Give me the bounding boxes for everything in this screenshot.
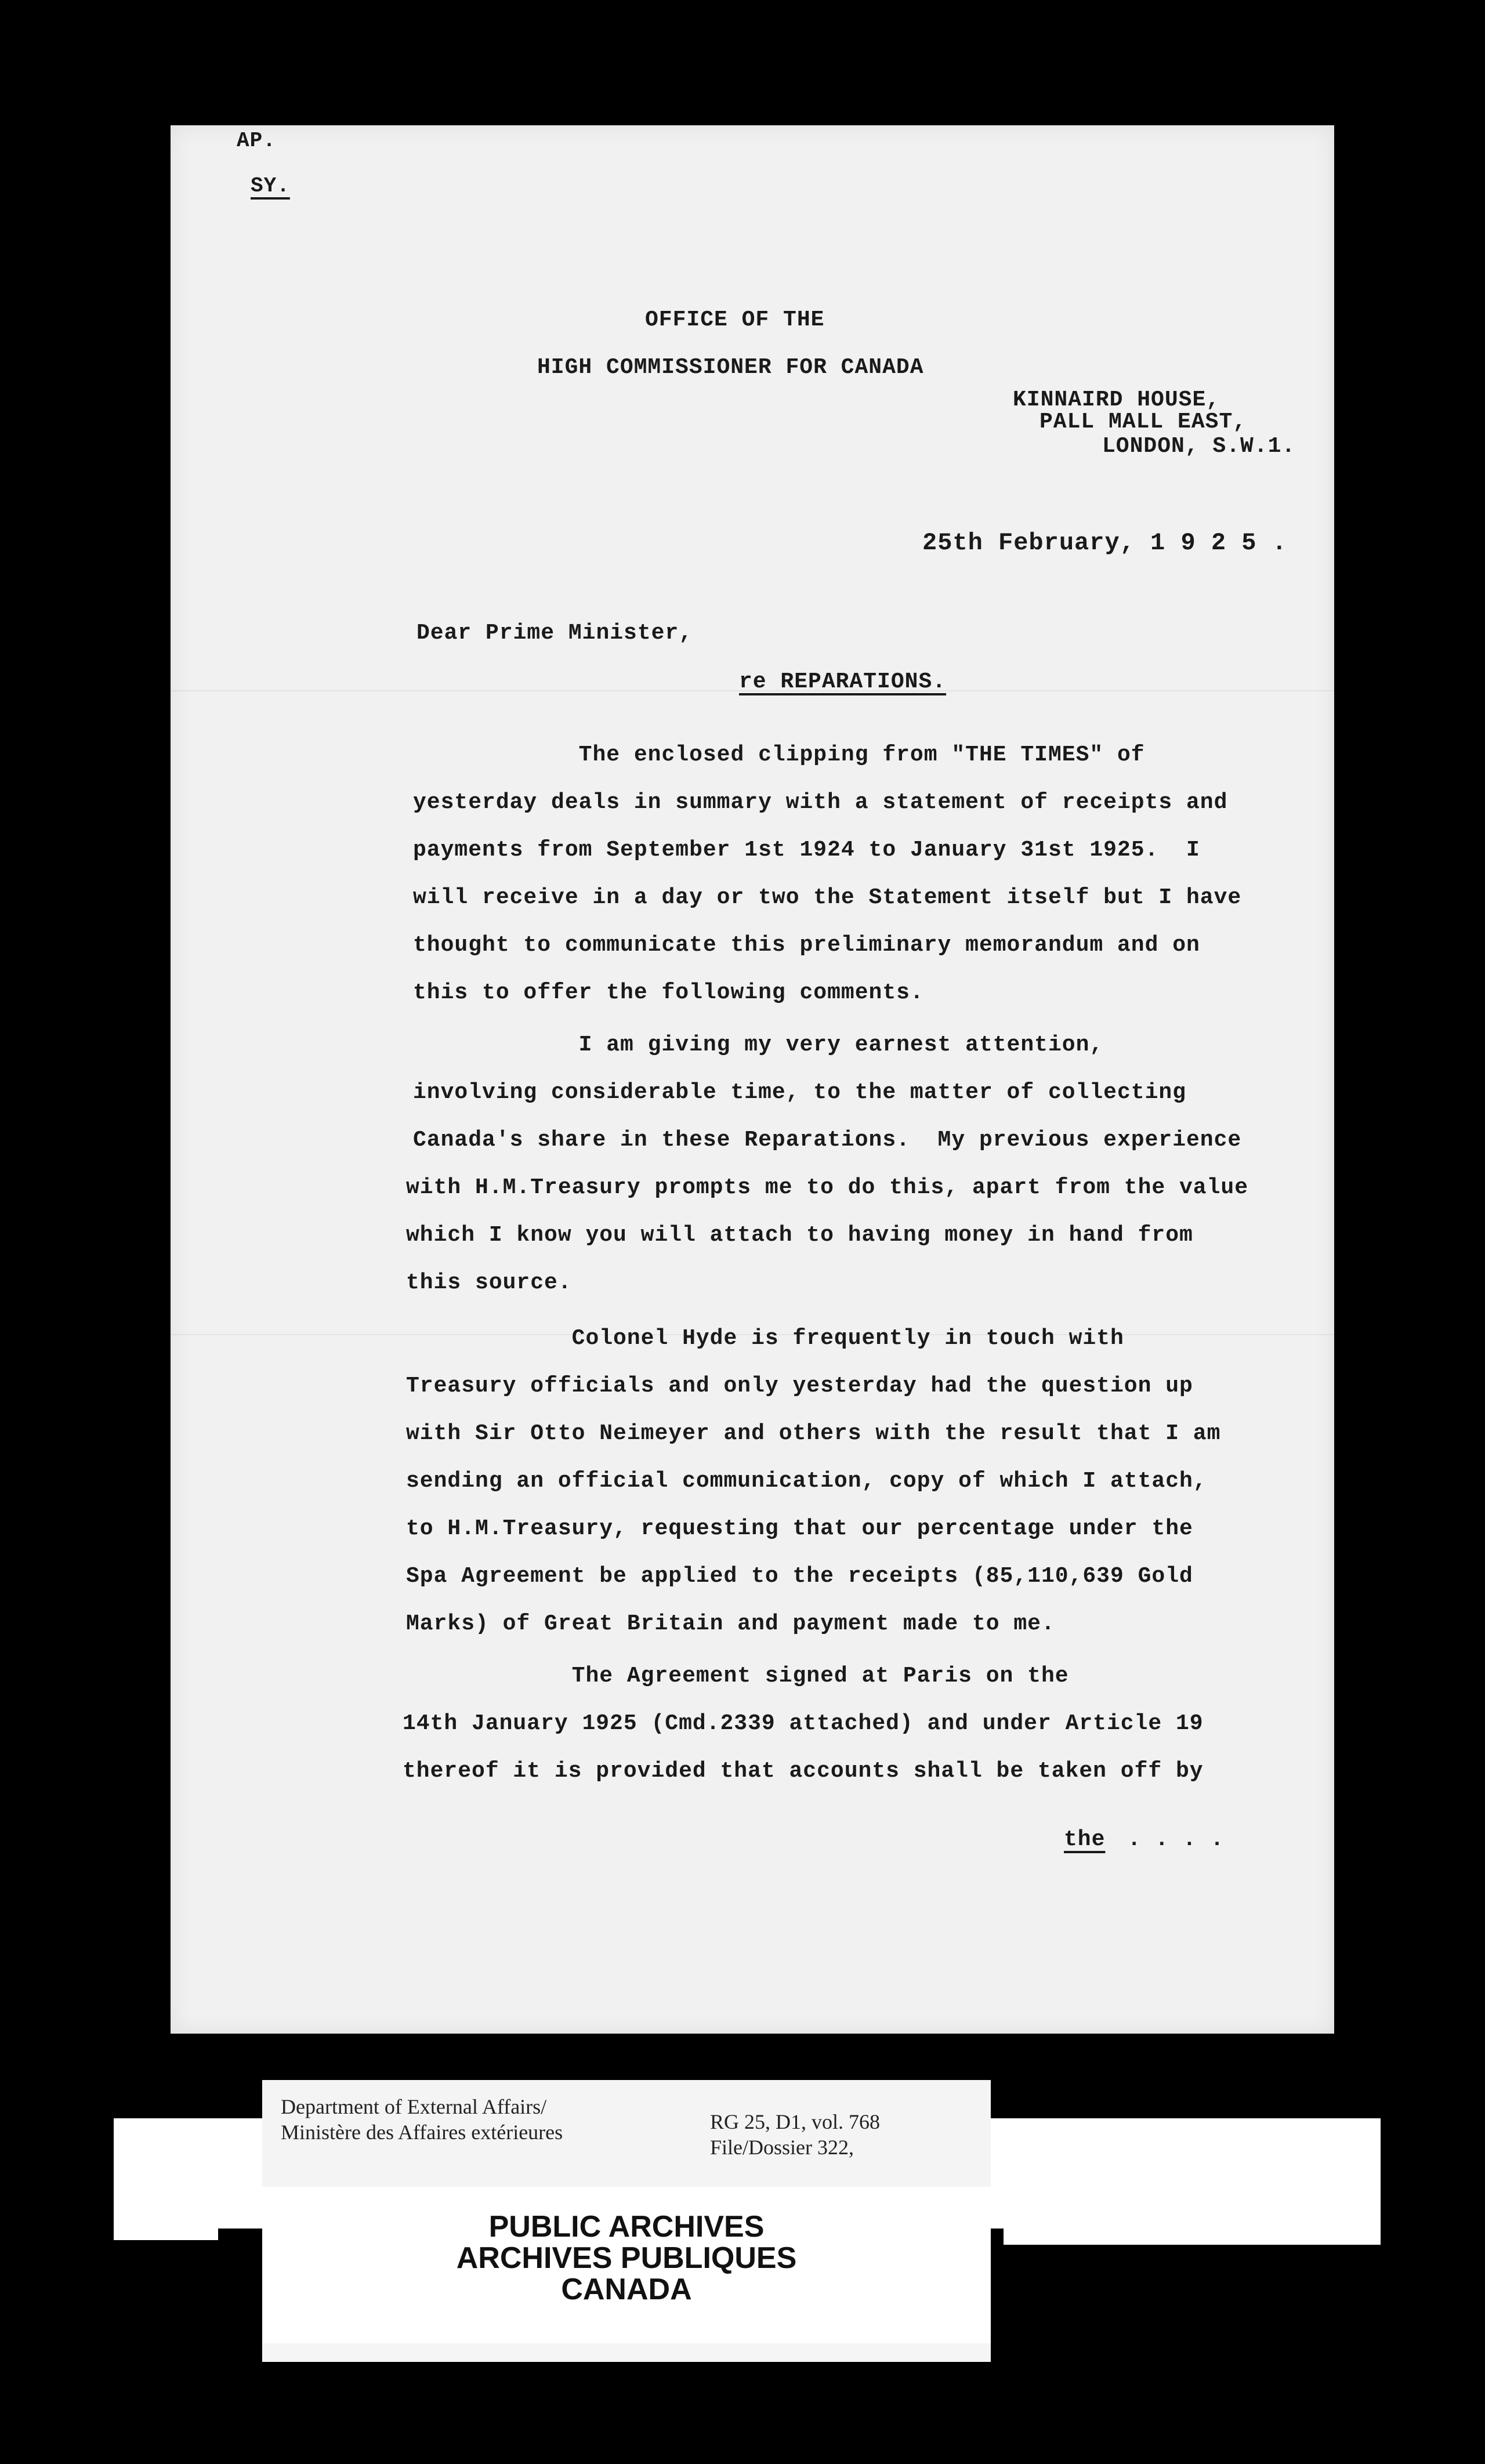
body-line: thought to communicate this preliminary memorandum and on xyxy=(413,933,1200,958)
body-line: with Sir Otto Neimeyer and others with the result that I am xyxy=(406,1421,1221,1446)
body-line: Marks) of Great Britain and payment made to me. xyxy=(406,1611,1055,1636)
letter-date: 25th February, 1 9 2 5 . xyxy=(922,529,1287,557)
body-line: Spa Agreement be applied to the receipts (85,110,639 Gold xyxy=(406,1564,1193,1589)
subject-line: re REPARATIONS. xyxy=(739,669,947,694)
label-tab-right xyxy=(1004,2129,1381,2245)
body-line: will receive in a day or two the Statement itself but I have xyxy=(413,885,1242,910)
body-line: this source. xyxy=(406,1270,572,1295)
body-line: Treasury officials and only yesterday had the question up xyxy=(406,1374,1193,1398)
body-line: sending an official communication, copy of which I attach, xyxy=(406,1469,1207,1494)
body-line: payments from September 1st 1924 to January 31st 1925. I xyxy=(413,838,1200,863)
file-reference-1: AP. xyxy=(237,129,276,153)
archives-country: CANADA xyxy=(561,2273,692,2306)
address-line3: LONDON, S.W.1. xyxy=(1102,434,1296,459)
catchword-dots: . . . . xyxy=(1114,1827,1225,1852)
body-line: thereof it is provided that accounts shall be taken off by xyxy=(403,1759,1204,1784)
file-dossier-reference: File/Dossier 322, xyxy=(710,2136,854,2159)
archives-title-en: PUBLIC ARCHIVES xyxy=(488,2210,765,2244)
body-line: The enclosed clipping from "THE TIMES" of xyxy=(413,742,1145,767)
office-heading-line1: OFFICE OF THE xyxy=(645,307,825,332)
body-line: The Agreement signed at Paris on the xyxy=(406,1664,1069,1688)
department-english: Department of External Affairs/ xyxy=(281,2095,547,2118)
body-line: Canada's share in these Reparations. My previous experience xyxy=(413,1128,1242,1153)
body-line: yesterday deals in summary with a statement of receipts and xyxy=(413,790,1228,815)
label-tab-left xyxy=(114,2118,218,2240)
body-line: with H.M.Treasury prompts me to do this, apart from the value xyxy=(406,1175,1249,1200)
body-line: which I know you will attach to having money in hand from xyxy=(406,1223,1193,1248)
record-group-reference: RG 25, D1, vol. 768 xyxy=(710,2110,881,2133)
file-reference-2: SY. xyxy=(251,174,290,198)
department-french: Ministère des Affaires extérieures xyxy=(281,2121,563,2144)
salutation: Dear Prime Minister, xyxy=(416,621,693,646)
catchword: the xyxy=(1064,1827,1106,1852)
archives-title-fr: ARCHIVES PUBLIQUES xyxy=(456,2241,797,2275)
address-line2: PALL MALL EAST, xyxy=(1040,410,1247,434)
address-line1: KINNAIRD HOUSE, xyxy=(1013,387,1220,412)
body-line: this to offer the following comments. xyxy=(413,980,924,1005)
body-line: to H.M.Treasury, requesting that our percentage under the xyxy=(406,1516,1193,1541)
body-line: Colonel Hyde is frequently in touch with xyxy=(406,1326,1124,1351)
office-heading-line2: HIGH COMMISSIONER FOR CANADA xyxy=(537,355,924,380)
body-line: I am giving my very earnest attention, xyxy=(413,1032,1104,1057)
body-line: 14th January 1925 (Cmd.2339 attached) and under Article 19 xyxy=(403,1711,1204,1736)
archive-stamp-area-edge xyxy=(262,2343,991,2362)
body-line: involving considerable time, to the matter of collecting xyxy=(413,1080,1187,1105)
